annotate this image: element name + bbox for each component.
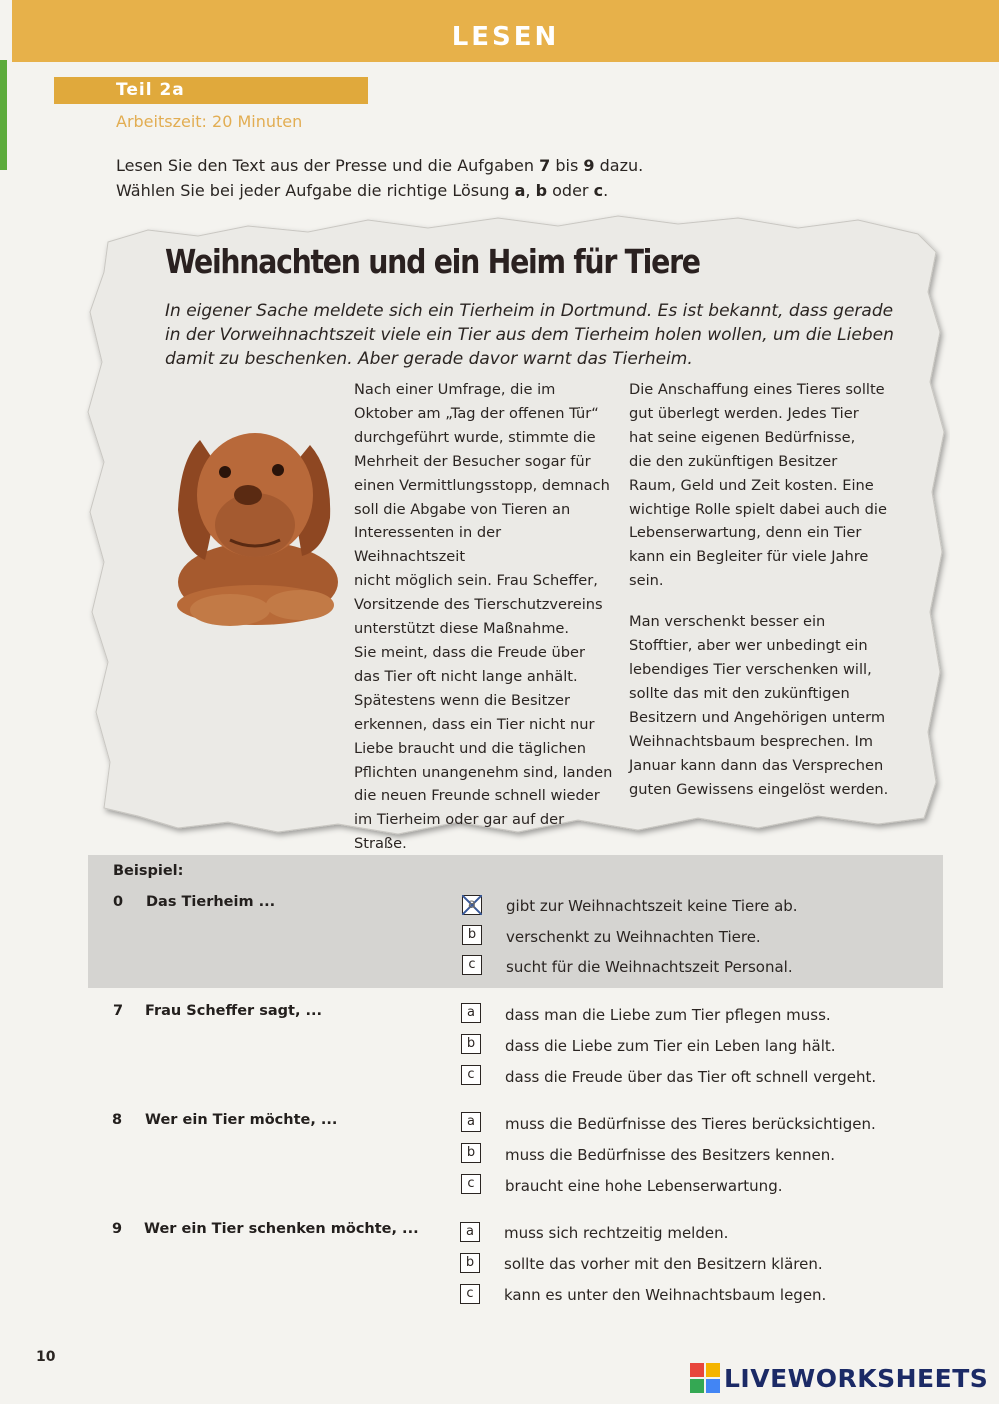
answer-checkbox-c[interactable]: c	[461, 1065, 481, 1085]
article-lead: In eigener Sache meldete sich ein Tierheim in Dortmund. Es ist bekannt, dass gerade in der Vorweihnachtszeit viele ein Tier aus dem Tierheim holen wollen, um die Lieben damit zu beschenken. Aber gerade davor warnt das Tierheim.	[165, 301, 894, 369]
puppy-illustration	[160, 400, 350, 632]
task-number: 9	[112, 1221, 123, 1237]
green-margin-bar	[0, 60, 7, 170]
answer-checkbox-a[interactable]: a	[462, 895, 482, 915]
answer-option-text: verschenkt zu Weihnachten Tiere.	[506, 928, 761, 946]
answer-option-text: dass die Freude über das Tier oft schnell vergeht.	[505, 1068, 877, 1086]
answer-checkbox-b[interactable]: b	[461, 1034, 481, 1054]
answer-checkbox-a[interactable]: a	[460, 1222, 480, 1242]
article-title: Weihnachten und ein Heim für Tiere	[165, 242, 700, 281]
liveworksheets-logo[interactable]	[690, 1362, 988, 1394]
answer-option-text: dass die Liebe zum Tier ein Leben lang hält.	[505, 1037, 836, 1055]
section-title: LESEN	[451, 22, 560, 52]
answer-option-text: muss die Bedürfnisse des Tieres berücksichtigen.	[505, 1115, 876, 1133]
answer-option-text: gibt zur Weihnachtszeit keine Tiere ab.	[506, 897, 798, 915]
task-stem: Wer ein Tier schenken möchte, ...	[144, 1221, 419, 1237]
task-number: 0	[113, 894, 124, 910]
task-stem: Wer ein Tier möchte, ...	[145, 1112, 338, 1128]
answer-checkbox-a[interactable]: a	[461, 1003, 481, 1023]
task-stem: Das Tierheim ...	[146, 894, 276, 910]
article-column-1: Nach einer Umfrage, die im Oktober am „Tag der offenen Tür“ durchgeführt wurde, stimmte die Mehrheit der Besucher sogar für einen Vermittlungsstopp, demnach soll die Abgabe von Tieren an Interessenten in der Weihnachtszeit nicht möglich sein. Frau Scheffer, Vorsitzende des Tierschutzvereins unterstützt diese Maßnahme. Sie meint, dass die Freude über das Tier oft nicht lange anhält. Spätestens wenn die Besitzer erkennen, dass ein Tier nicht nur Liebe braucht und die täglichen Pflichten unangenehm sind, landen die neuen Freunde schnell wieder im Tierheim oder gar auf der Straße.	[354, 381, 613, 853]
brand-name: LIVEWORKSHEETS	[724, 1363, 989, 1393]
task-stem: Frau Scheffer sagt, ...	[145, 1003, 323, 1019]
instruction-line-2: Wählen Sie bei jeder Aufgabe die richtige Lösung a, b oder c.	[116, 181, 609, 200]
part-label: Teil 2a	[116, 80, 185, 100]
answer-checkbox-c[interactable]: c	[462, 955, 482, 975]
answer-checkbox-b[interactable]: b	[462, 925, 482, 945]
worktime-label: Arbeitszeit: 20 Minuten	[116, 112, 303, 131]
answer-option-text: braucht eine hohe Lebenserwartung.	[505, 1177, 783, 1195]
answer-option-text: sucht für die Weihnachtszeit Personal.	[506, 958, 793, 976]
page-number: 10	[36, 1349, 56, 1365]
article-column-2	[629, 378, 891, 801]
task-number: 8	[112, 1112, 123, 1128]
answer-checkbox-c[interactable]: c	[461, 1174, 481, 1194]
answer-checkbox-b[interactable]: b	[461, 1143, 481, 1163]
article-paragraph: Man verschenkt besser ein Stofftier, aber wer unbedingt ein lebendiges Tier verschenken will, sollte das mit den zukünftigen Besitzern und Angehörigen unterm Weihnachtsbaum besprechen. Im Januar kann dann das Versprechen guten Gewissens eingelöst werden.	[629, 613, 889, 798]
instruction-line-1: Lesen Sie den Text aus der Presse und die Aufgaben 7 bis 9 dazu.	[116, 156, 644, 175]
answer-checkbox-b[interactable]: b	[460, 1253, 480, 1273]
answer-option-text: muss die Bedürfnisse des Besitzers kennen.	[505, 1146, 835, 1164]
answer-option-text: sollte das vorher mit den Besitzern klären.	[504, 1255, 823, 1273]
section-header-band	[12, 0, 999, 62]
part-label-tag	[54, 77, 368, 104]
answer-checkbox-c[interactable]: c	[460, 1284, 480, 1304]
example-heading: Beispiel:	[113, 863, 184, 879]
answer-option-text: dass man die Liebe zum Tier pflegen muss.	[505, 1006, 831, 1024]
liveworksheets-icon	[690, 1363, 720, 1393]
answer-checkbox-a[interactable]: a	[461, 1112, 481, 1132]
task-number: 7	[113, 1003, 124, 1019]
article-paragraph: Die Anschaffung eines Tieres sollte gut überlegt werden. Jedes Tier hat seine eigenen Bedürfnisse, die den zukünftigen Besitzer Raum, Geld und Zeit kosten. Eine wichtige Rolle spielt dabei auch die Lebenserwartung, denn ein Tier kann ein Begleiter für viele Jahre sein.	[629, 381, 887, 590]
answer-option-text: kann es unter den Weihnachtsbaum legen.	[504, 1286, 827, 1304]
answer-option-text: muss sich rechtzeitig melden.	[504, 1224, 729, 1242]
instructions	[116, 153, 643, 203]
